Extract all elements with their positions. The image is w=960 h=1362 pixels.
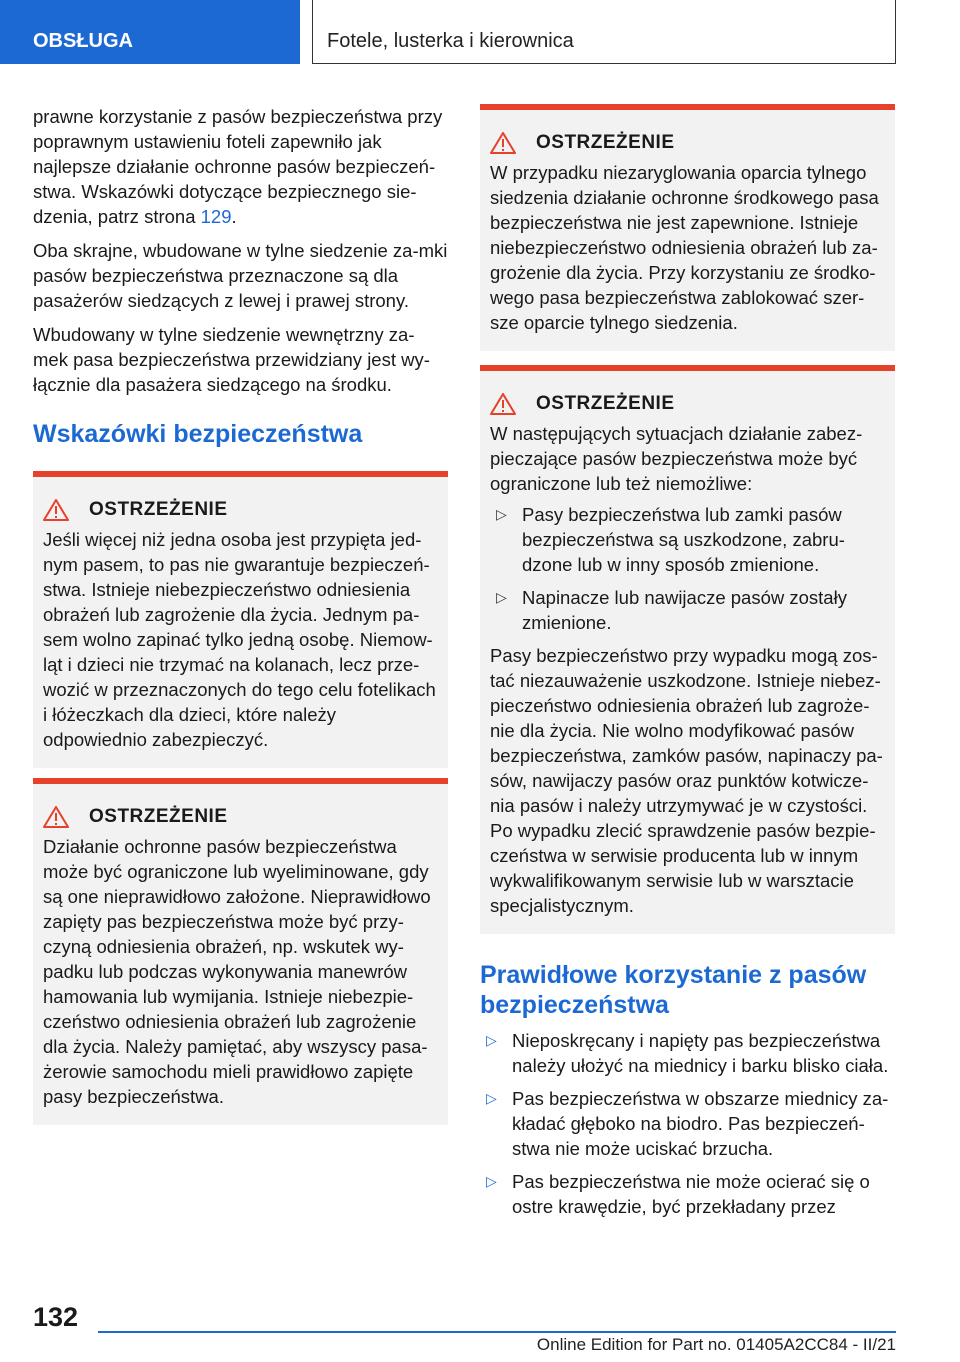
list-item-text: Napinacze lub nawijacze pasów zostały zmienione. [522,587,847,633]
warning-title: OSTRZEŻENIE [536,393,675,414]
triangle-bullet-icon: ▷ [496,589,507,605]
chapter-title: Fotele, lusterka i kierownica [312,0,896,64]
warning-text: Pasy bezpieczeństwo przy wypadku mogą zos-tać niezauważenie uszkodzone. Istnieje niebez-pieczeństwo odniesienia obrażeń lub zagroże-nie dla życia. Nie wolno modyfikować pasów bezpieczeństwa, zamków pasów, napinaczy pa-sów, nawijaczy pasów oraz punktów kotwicze-nia pasów i należy utrzymywać je w czystości. Po wypadku zlecić sprawdzenie pasów bezpie-czeństwa w serwisie producenta lub w innym wykwalifikowanym serwisie lub w warsztacie specjalistycznym. [490,645,883,916]
paragraph-3: Wbudowany w tylne siedzenie wewnętrzny za-mek pasa bezpieczeństwa przewidziany jest wy-łącznie dla pasażera siedzącego na środku. [33,324,430,395]
warning-box [480,365,895,934]
page-number: 132 [33,1302,79,1332]
section-heading: Wskazówki bezpieczeństwa [33,420,363,448]
footer-rule [98,1331,896,1333]
paragraph-1-text: prawne korzystanie z pasów bezpieczeństwa przy poprawnym ustawieniu foteli zapewniło jak najlepsze działanie ochronne pasów bezpieczeń-stwa. Wskazówki dotyczące bezpiecznego sie-dzenia, patrz strona [33,106,443,227]
triangle-bullet-icon: ▷ [486,1090,497,1106]
warning-triangle-icon [490,132,516,154]
warning-intro: W następujących sytuacjach działanie zabez-pieczające pasów bezpieczeństwa może być ograniczone lub też niemożliwe: [490,423,863,494]
warning-list [490,502,885,635]
warning-triangle-icon [43,499,69,521]
triangle-bullet-icon: ▷ [496,506,507,522]
list-item [480,1028,895,1078]
warning-triangle-icon [43,806,69,828]
warning-header [490,393,885,415]
right-column [480,104,895,1227]
paragraph-1 [33,104,448,229]
list-item-text: Pas bezpieczeństwa w obszarze miednicy za-kładać głęboko na biodro. Pas bezpieczeń-stwa nie może uciskać brzucha. [512,1088,889,1159]
list-item [490,502,885,577]
page-link[interactable]: 129 [200,206,232,227]
left-column [33,104,448,1135]
warning-title: OSTRZEŻENIE [536,132,675,153]
list-item [480,1169,895,1219]
section-heading: Prawidłowe korzystanie z pasów bezpieczeństwa [480,961,867,1019]
list-item-text: Pas bezpieczeństwa nie może ocierać się o ostre krawędzie, być przekładany przez [512,1171,870,1217]
warning-header [43,806,438,828]
warning-header [490,132,885,154]
list-item-text: Nieposkręcany i napięty pas bezpieczeństwa należy ułożyć na miednicy i barku blisko ciała. [512,1030,889,1076]
warning-box [480,104,895,351]
warning-text: Jeśli więcej niż jedna osoba jest przypięta jed-nym pasem, to pas nie gwarantuje bezpieczeń-stwa. Istnieje niebezpieczeństwo odniesienia obrażeń lub zagrożenie dla życia. Jednym pa-sem wolno zapinać tylko jedną osobę. Niemow-ląt i dzieci nie trzymać na kolanach, lecz prze-wozić w przeznaczonych do tego celu fotelikach i łóżeczkach dla dzieci, które należy odpowiednio zabezpieczyć. [43,529,436,750]
list-item-text: Pasy bezpieczeństwa lub zamki pasów bezpieczeństwa są uszkodzone, zabru-dzone lub w inny sposób zmienione. [522,504,845,575]
triangle-bullet-icon: ▷ [486,1032,497,1048]
warning-title: OSTRZEŻENIE [89,499,228,520]
warning-triangle-icon [490,393,516,415]
paragraph-1-end: . [231,206,237,227]
warning-title: OSTRZEŻENIE [89,806,228,827]
bullet-list [480,1028,895,1219]
list-item [490,585,885,635]
section-tab: OBSŁUGA [0,0,300,64]
warning-box [33,471,448,768]
warning-box [33,778,448,1125]
footer-edition: Online Edition for Part no. 01405A2CC84 - II/21 [536,1335,896,1354]
triangle-bullet-icon: ▷ [486,1173,497,1189]
warning-header [43,499,438,521]
warning-text: W przypadku niezaryglowania oparcia tylnego siedzenia działanie ochronne środkowego pasa bezpieczeństwa nie jest zapewnione. Istnieje niebezpieczeństwo odniesienia obrażeń lub za-grożenie dla życia. Przy korzystaniu ze środko-wego pasa bezpieczeństwa zablokować szer-sze oparcie tylnego siedzenia. [490,162,879,333]
paragraph-2: Oba skrajne, wbudowane w tylne siedzenie za-mki pasów bezpieczeństwa przeznaczone są dla pasażerów siedzących z lewej i prawej strony. [33,240,448,311]
list-item [480,1086,895,1161]
warning-text: Działanie ochronne pasów bezpieczeństwa może być ograniczone lub wyeliminowane, gdy są one nieprawidłowo założone. Nieprawidłowo zapięty pas bezpieczeństwa może być przy-czyną odniesienia obrażeń, np. wskutek wy-padku lub podczas wykonywania manewrów hamowania lub wymijania. Istnieje niebezpie-czeństwo odniesienia obrażeń lub zagrożenie dla życia. Należy pamiętać, aby wszyscy pasa-żerowie samochodu mieli prawidłowo zapięte pasy bezpieczeństwa. [43,836,431,1107]
